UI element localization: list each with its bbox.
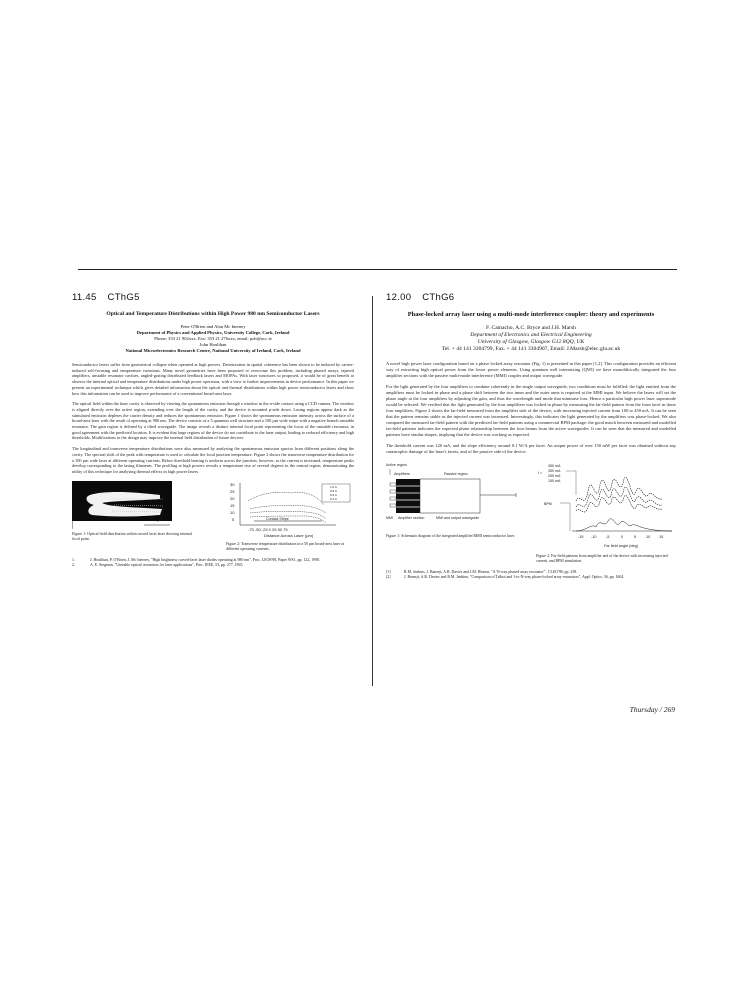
svg-text:5: 5: [634, 535, 637, 539]
references: [72, 558, 354, 568]
svg-text:Amplifier section: Amplifier section: [398, 516, 425, 520]
paper-body: [386, 361, 676, 455]
left-paper: [72, 292, 354, 568]
author-block: [72, 324, 354, 354]
column-divider: [372, 296, 373, 686]
svg-text:-15: -15: [578, 535, 584, 539]
temperature-chart: [226, 481, 354, 539]
svg-text:0.4 A: 0.4 A: [330, 496, 337, 501]
paper-title: Phase-locked array laser using a multi-mode interference coupler: theory and experiments: [407, 311, 655, 318]
page-footer: Thursday / 269: [629, 705, 675, 714]
figures-row: [72, 481, 354, 552]
svg-text:30: 30: [230, 481, 235, 487]
svg-text:150 mA: 150 mA: [548, 479, 561, 483]
figure-1-caption: Figure 1: Optical field distribution within curved facet laser showing internal focal point.: [72, 531, 192, 541]
affiliation: National Microelectronics Research Centre, National University of Ireland, Cork, Ireland: [125, 348, 301, 353]
reference-item: [2] J. Banerji, A.R. Davies and R.M. Jenkins, "Comparison of Talbot and 1-to-N-way phase-locked array resonators", Appl. Optics, 36, pp. 1604.: [386, 575, 625, 579]
reference-item: 2. A. E. Siegman, "Unstable optical resonators for laser applications", Proc. IEEE, 53, pp. 277, 1965.: [72, 562, 244, 567]
svg-text:15: 15: [230, 502, 235, 508]
svg-text:-75 -50 -25 0 25 50 75: -75 -50 -25 0 25 50 75: [248, 526, 288, 532]
author-names: John Houlihan: [199, 342, 227, 347]
paper-title: Optical and Temperature Distributions within High Power 980 nm Semiconductor Lasers: [106, 311, 320, 317]
right-paper: [386, 292, 676, 580]
svg-text:0.8 A: 0.8 A: [330, 488, 337, 493]
affiliation: Department of Physics and Applied Physics, University College, Cork, Ireland: [136, 330, 290, 335]
svg-text:1.0 A: 1.0 A: [330, 484, 337, 489]
figure-2: [226, 481, 354, 552]
paragraph: Semiconductor lasers suffer from geometrical collapse when operated at high powers. Deterioration in spatial coherence has been shown to be induced by carrier-induced self-focusing and temperature variations. Many novel geometries have been proposed to overcome this problem, including phased arrays, tapered amplifiers, unstable resonator cavities, angled-grating distributed feedback lasers and MOPAs. With laser structures so proposed, it would be of great benefit to observe the internal optical and temperature distributions under high power operation, with a view to further improvements in device performance. In this paper we present an experimental technique which gives detailed information about the optical and thermal distributions within high power semiconductor lasers and show how this information can be used to improve performance of a conventional broad-area laser.: [72, 362, 354, 396]
paper-body: [72, 362, 354, 475]
author-names: F. Camacho, A.C. Bryce and J.H. Marsh: [486, 325, 576, 331]
affiliation: Department of Electronics and Electrical Engineering: [470, 332, 592, 338]
svg-text:MMI: MMI: [386, 516, 393, 520]
svg-text:0: 0: [621, 535, 624, 539]
paragraph: The optical field within the laser cavity is observed by viewing the spontaneous emission through a window in the n-side contact using a CCD camera. The window is aligned directly over the active region, extending over the length of the cavity, and the device is mounted p-side down. Lasing regions appear dark as the stimulated emission depletes the carrier density and reduces the spontaneous emission. Figure 1 shows the spontaneous emission intensity across the surface of a broad-area laser with the result of operating at 980 nm. The device consists of a 3 quantum well structure and a 100 µm wide stripe with a negative branch unstable resonator. The gain region is defined by a tilted waveguide. The image reveals a distinct internal focal point representing the focus of the unstable resonator, in good agreement with the predicted location. It is evident that large regions of the device do not contribute to the laser output, leading to reduced efficiency and high thresholds. Modifications to the design may improve the internal field distribution of future devices.: [72, 401, 354, 441]
svg-text:Passive region: Passive region: [444, 472, 468, 476]
contact-info: Tel. + 44 141 3304799, Fax. + 44 141 3304907, Email: J.Marsh@elec.gla.ac.uk: [441, 346, 621, 352]
author-names: Peter O'Brien and Alan Mc Inerney: [180, 324, 246, 329]
paragraph: The threshold current was 120 mA, and the slope efficiency around 0.1 W/A per facet. An output power of over 150 mW per facet was obtained without any catastrophic damage of the laser's facets, and of the passive side of the device.: [386, 443, 676, 454]
scale-bar-label: 200 µm: [148, 517, 164, 523]
figure-1: [386, 461, 521, 564]
figure-2-caption: Figure 2: Far-field patterns from amplifier end of the device with increasing injected current, and BPM simulation.: [536, 554, 668, 563]
references: [386, 570, 676, 580]
svg-text:MMI and output waveguide: MMI and output waveguide: [436, 516, 480, 520]
svg-text:15: 15: [659, 535, 664, 539]
reference-item: 1. J. Houlihan, P. O'Brien, J. Mc Inerney, "High brightness curved-facet laser diodes operating at 980 nm", Proc. LEOS'98, Paper WS1, pp. 122, 1998.: [72, 557, 320, 562]
svg-text:Far field angle (deg): Far field angle (deg): [604, 544, 638, 548]
svg-text:10: 10: [230, 509, 235, 515]
affiliation: University of Glasgow, Glasgow G12 8QQ, UK: [477, 339, 585, 345]
svg-text:BPM: BPM: [544, 502, 552, 506]
session-header: [386, 292, 676, 303]
figures-row: [386, 461, 676, 564]
figure-1: [72, 481, 194, 552]
svg-text:5: 5: [232, 516, 235, 522]
contact-info: Phone: 353 21 902xxx, Fax: 353 21 276xxx, email: pob@ucc.ie: [154, 336, 272, 341]
paragraph: The longitudinal and transverse temperature distributions were also measured by analysing the spontaneous emission spectra from different positions along the cavity. The spectral shift of the peak with temperature is used to calculate the local junction temperature. Figure 2 shows the transverse temperature distribution for a 100 µm wide laser at different operating currents. Below threshold heating is uniform across the junction; however, as the current is increased, temperature peaks develop corresponding to the lasing filaments. The profiling at high powers reveals a temperature rise of several degrees in the central region, demonstrating the utility of this technique for analysing thermal effects in high power lasers.: [72, 446, 354, 474]
figure-2-caption: Figure 2: Transverse temperature distribution in a 50 µm broad-area laser at different operating currents.: [226, 541, 344, 551]
top-horizontal-rule: [78, 269, 677, 270]
svg-text:25: 25: [230, 488, 235, 494]
session-header: [72, 292, 354, 303]
svg-text:Distance Across Laser (µm): Distance Across Laser (µm): [264, 532, 314, 538]
svg-text:Active region: Active region: [386, 463, 407, 467]
laser-schematic: [386, 461, 521, 531]
figure-2: [536, 461, 676, 564]
svg-text:350 mA: 350 mA: [548, 469, 561, 473]
svg-text:-5: -5: [606, 535, 610, 539]
svg-text:I =: I =: [538, 471, 543, 475]
session-time: 12.00: [386, 292, 412, 303]
paragraph: For the light generated by the four amplifiers to combine coherently in the single output waveguide, two conditions must be fulfilled: the light emitted from the amplifiers must be locked in phase and a phase shift between the two inner and the outer arms is required at the MMI input. We believe the lasers will set the phase angle at the four amplifiers by adjusting the gain, and thus the wavelength and mode that minimise loss. Hence a particular high power laser supermode would be selected. We verified that the light generated by the four amplifiers was locked in phase by measuring the far-field pattern from the front facet in those four amplifiers. Figure 2 shows the far-field measured from the amplifier side of the device, with increasing injected current from 100 to 450 mA. It can be seen that the pattern remains stable as the injected current was increased. Interestingly, this indicates the light generated by the amplifiers was phase-locked. We also compared the measured far-field pattern with the predicted far-field patterns using a commercial BPM package: the good match between measured and modelled far-field patterns indicates the expected phase relationship between the four beams from the active waveguides. It can be seen that the measured and modelled patterns have similar shapes, implying that the device was working as expected.: [386, 384, 676, 437]
svg-text:250 mA: 250 mA: [548, 474, 561, 478]
svg-text:-10: -10: [591, 535, 597, 539]
author-block: [386, 325, 676, 353]
svg-text:20: 20: [230, 495, 235, 501]
reference-item: [1] R.M. Jenkins, J. Banerji, A.R. Davies and J.M. Heaton, "A 'N-way phased array resonator'", CLEO'98, pp. 258.: [386, 570, 578, 574]
session-time: 11.45: [72, 292, 97, 303]
far-field-chart: [536, 461, 676, 551]
session-code: CThG5: [107, 292, 140, 303]
svg-text:0.6 A: 0.6 A: [330, 492, 337, 497]
svg-text:Amplifiers: Amplifiers: [394, 472, 410, 476]
svg-text:10: 10: [646, 535, 651, 539]
svg-text:450 mA: 450 mA: [548, 464, 561, 468]
session-code: CThG6: [422, 292, 455, 303]
figure-1-caption: Figure 1: Schematic diagram of the integrated amplifier/MMI semiconductor laser.: [386, 534, 516, 538]
paragraph: A novel high power laser configuration based on a phase locked array resonator (Fig. 1) is presented in this paper [1,2]. This configuration provides an efficient way of extracting high optical power from the lower power elements. Using quantum well intermixing (QWI) we have monolithically integrated the four amplifier sections with the passive multi-mode interference (MMI) coupler and output waveguide.: [386, 361, 676, 378]
svg-text:Contact Stripe: Contact Stripe: [266, 516, 289, 521]
